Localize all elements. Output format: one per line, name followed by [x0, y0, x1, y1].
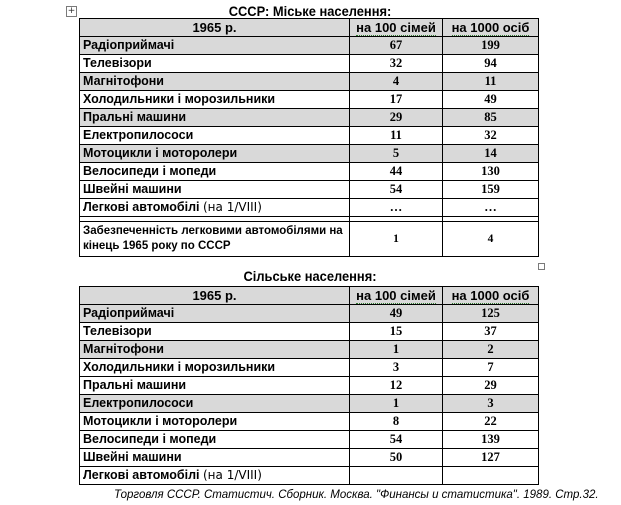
- cell-per-1000: …: [443, 199, 539, 217]
- cell-per-1000: 49: [443, 91, 539, 109]
- cell-per-100: 4: [350, 73, 443, 91]
- cell-per-1000: 125: [443, 305, 539, 323]
- row-label: Швейні машини: [80, 181, 350, 199]
- row-label: Швейні машини: [80, 449, 350, 467]
- urban-table: [79, 18, 539, 257]
- cell-per-1000: [443, 467, 539, 485]
- cell-per-1000: 29: [443, 377, 539, 395]
- row-label: Радіоприймачі: [80, 37, 350, 55]
- cell-per-1000: 4: [443, 222, 539, 257]
- cell-per-100: [350, 467, 443, 485]
- row-label: Холодильники і морозильники: [80, 91, 350, 109]
- cell-per-100: 11: [350, 127, 443, 145]
- table-row: [80, 467, 539, 485]
- cell-per-100: 3: [350, 359, 443, 377]
- table-row: [80, 323, 539, 341]
- table-row: [80, 91, 539, 109]
- row-label: Мотоцикли і моторолери: [80, 413, 350, 431]
- table-row: [80, 145, 539, 163]
- cell-per-100: 32: [350, 55, 443, 73]
- header-year: 1965 р.: [80, 287, 350, 305]
- row-label: Радіоприймачі: [80, 305, 350, 323]
- cell-per-100: 50: [350, 449, 443, 467]
- cell-per-1000: 37: [443, 323, 539, 341]
- row-label: Мотоцикли і моторолери: [80, 145, 350, 163]
- cell-per-1000: 3: [443, 395, 539, 413]
- row-label: Холодильники і морозильники: [80, 359, 350, 377]
- table-row: [80, 377, 539, 395]
- cell-per-1000: 130: [443, 163, 539, 181]
- table-row: [80, 359, 539, 377]
- header-per-100-families: на 100 сімей: [350, 19, 443, 37]
- row-label: Велосипеди і мопеди: [80, 163, 350, 181]
- cell-per-100: 1: [350, 395, 443, 413]
- cell-per-100: 44: [350, 163, 443, 181]
- cell-per-100: 12: [350, 377, 443, 395]
- table-row: [80, 341, 539, 359]
- table-row: [80, 163, 539, 181]
- cell-per-100: 54: [350, 431, 443, 449]
- cell-per-100: 49: [350, 305, 443, 323]
- cell-per-1000: 199: [443, 37, 539, 55]
- table-row: [80, 73, 539, 91]
- cell-per-1000: 94: [443, 55, 539, 73]
- row-label: Телевізори: [80, 55, 350, 73]
- row-note: (на 1/VIII): [203, 200, 262, 214]
- row-label: Легкові автомобілі (на 1/VIII): [80, 467, 350, 485]
- table-row: [80, 109, 539, 127]
- cell-per-100: 15: [350, 323, 443, 341]
- cell-per-100: 29: [350, 109, 443, 127]
- row-label: Магнітофони: [80, 341, 350, 359]
- table-row: [80, 127, 539, 145]
- table-row: [80, 449, 539, 467]
- header-per-1000-people: на 1000 осіб: [443, 287, 539, 305]
- table-row: [80, 37, 539, 55]
- cell-per-1000: 32: [443, 127, 539, 145]
- cell-per-1000: 22: [443, 413, 539, 431]
- cell-per-100: 5: [350, 145, 443, 163]
- cell-per-100: …: [350, 199, 443, 217]
- cell-per-1000: 139: [443, 431, 539, 449]
- table-row: [80, 431, 539, 449]
- table-row: [80, 305, 539, 323]
- row-label: Магнітофони: [80, 73, 350, 91]
- cell-per-1000: 2: [443, 341, 539, 359]
- cell-per-100: 1: [350, 341, 443, 359]
- cell-per-100: 8: [350, 413, 443, 431]
- table-row: [80, 395, 539, 413]
- row-note: (на 1/VIII): [203, 468, 262, 482]
- row-label: Телевізори: [80, 323, 350, 341]
- header-per-1000-people: на 1000 осіб: [443, 19, 539, 37]
- cell-per-100: 54: [350, 181, 443, 199]
- row-label: Електропилососи: [80, 127, 350, 145]
- cell-per-100: 67: [350, 37, 443, 55]
- table-header-row: [80, 287, 539, 305]
- urban-title: СССР: Міське населення:: [228, 3, 392, 19]
- header-per-100-families: на 100 сімей: [350, 287, 443, 305]
- table-row: [80, 222, 539, 257]
- cell-per-100: 17: [350, 91, 443, 109]
- cell-per-100: 1: [350, 222, 443, 257]
- row-label: Електропилососи: [80, 395, 350, 413]
- table-move-handle[interactable]: +: [67, 6, 76, 16]
- row-label: Забезпеченність легковими автомобілями на кінець 1965 року по СССР: [80, 222, 350, 257]
- cell-per-1000: 85: [443, 109, 539, 127]
- row-label: Легкові автомобілі (на 1/VIII): [80, 199, 350, 217]
- cell-per-1000: 14: [443, 145, 539, 163]
- rural-title: Сільське населення:: [243, 268, 377, 284]
- table-resize-handle[interactable]: [538, 263, 545, 270]
- table-row: [80, 55, 539, 73]
- row-label: Пральні машини: [80, 377, 350, 395]
- row-label: Велосипеди і мопеди: [80, 431, 350, 449]
- header-year: 1965 р.: [80, 19, 350, 37]
- rural-table: [79, 286, 539, 485]
- cell-per-1000: 11: [443, 73, 539, 91]
- table-header-row: [80, 19, 539, 37]
- source-caption: Торговля СССР. Статистич. Сборник. Москва. "Финансы и статистика". 1989. Стр.32.: [114, 489, 599, 501]
- row-label: Пральні машини: [80, 109, 350, 127]
- table-row: [80, 181, 539, 199]
- cell-per-1000: 159: [443, 181, 539, 199]
- cell-per-1000: 7: [443, 359, 539, 377]
- cell-per-1000: 127: [443, 449, 539, 467]
- table-row: [80, 199, 539, 217]
- table-row: [80, 413, 539, 431]
